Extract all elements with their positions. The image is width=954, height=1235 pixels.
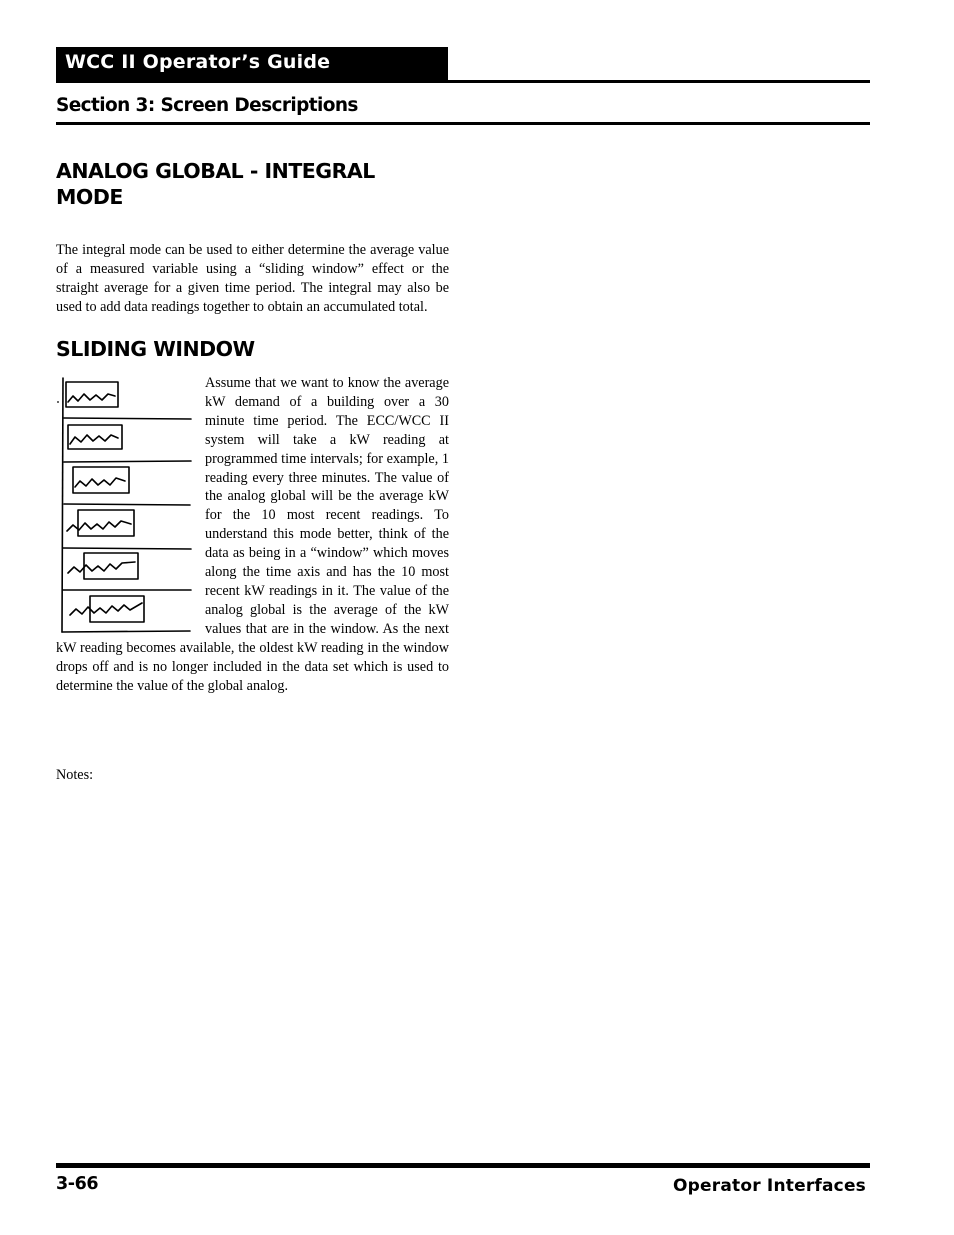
heading-integral-mode [56, 158, 375, 210]
header-rule [56, 80, 870, 83]
heading-integral-mode-text: ANALOG GLOBAL - INTEGRAL MODE [56, 159, 375, 209]
section-title: Section 3: Screen Descriptions [56, 95, 358, 116]
footer-rule [56, 1163, 870, 1168]
sliding-window-text: Assume that we want to know the average kW demand of a building over a 30 minute time period. The ECC/WCC II system will take a kW reading at programmed time intervals; for example, 1 reading every three minutes. The value of the analog global will be the average kW for the 10 most recent readings. To understand this mode better, think of the data as being in a “window” which moves along the time axis and has the 10 most recent kW readings in it. The value of the analog global is the average of the kW values that are in the window. As the next kW reading becomes available, the oldest kW reading in the window drops off and is no longer included in the data set which is used to determine the value of the global analog. [56, 375, 449, 694]
page-number: 3-66 [56, 1174, 99, 1194]
guide-title-bar [56, 47, 448, 81]
sliding-window-figure [56, 374, 201, 636]
guide-title: WCC II Operator’s Guide [65, 51, 331, 73]
intro-paragraph: The integral mode can be used to either determine the average value of a measured variable using a “sliding window” effect or the straight average for a given time period. The integral may also be used to add data readings together to obtain an accumulated total. [56, 242, 449, 315]
heading-sliding-window: SLIDING WINDOW [56, 337, 255, 361]
section-rule [56, 122, 870, 125]
notes-label: Notes: [56, 767, 94, 783]
chapter-name: Operator Interfaces [673, 1176, 866, 1196]
